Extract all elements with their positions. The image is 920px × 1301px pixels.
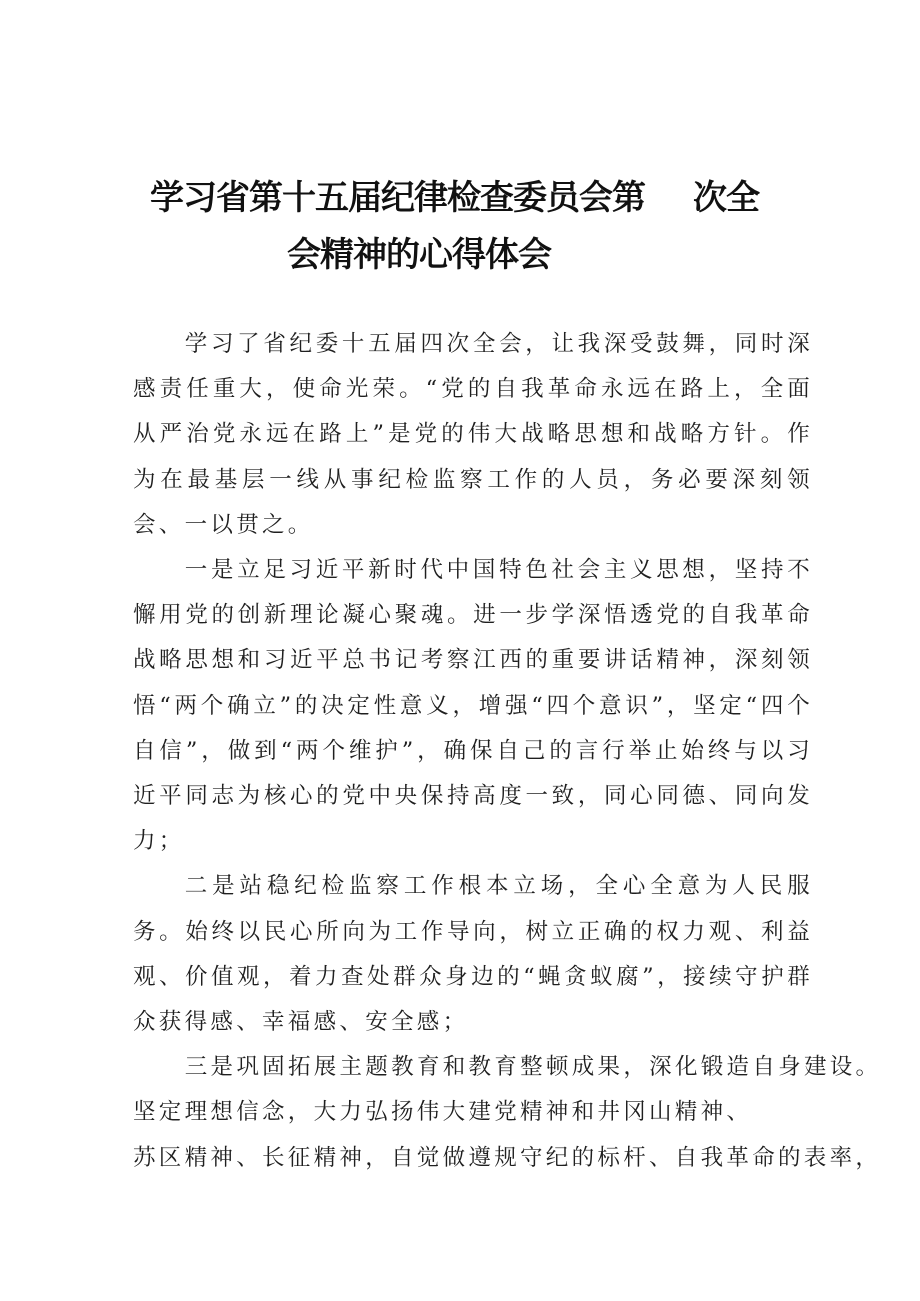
title-text-part-3: 会精神的心得体会: [287, 235, 551, 275]
paragraph-point-3-line-3: 苏区精神、长征精神，自觉做遵规守纪的标杆、自我革命的表率，: [133, 1144, 882, 1171]
document-body: [133, 322, 882, 1181]
title-text-part-2: 次全: [693, 178, 759, 218]
title-text-part-1: 学习省第十五届纪律检查委员会第: [150, 178, 645, 218]
paragraph-point-3-line-2: 坚定理想信念，大力弘扬伟大建党精神和井冈山精神、: [133, 1099, 753, 1126]
paragraph-point-3: [133, 1045, 882, 1181]
paragraph-point-3-line-1: 三是巩固拓展主题教育和教育整顿成果，深化锻造自身建设。: [184, 1054, 882, 1081]
paragraph-intro: 学习了省纪委十五届四次全会，让我深受鼓舞，同时深感责任重大，使命光荣。“党的自我革命永远在路上，全面从严治党永远在路上”是党的伟大战略思想和战略方针。作为在最基层一线从事纪检监察工作的人员，务必要深刻领会、一以贯之。: [133, 331, 813, 538]
paragraph-point-1: 一是立足习近平新时代中国特色社会主义思想，坚持不懈用党的创新理论凝心聚魂。进一步学深悟透党的自我革命战略思想和习近平总书记考察江西的重要讲话精神，深刻领悟“两个确立”的决定性意义，增强“四个意识”，坚定“四个自信”，做到“两个维护”，确保自己的言行举止始终与以习近平同志为核心的党中央保持高度一致，同心同德、同向发力；: [133, 557, 813, 855]
paragraph-point-2: 二是站稳纪检监察工作根本立场，全心全意为人民服务。始终以民心所向为工作导向，树立正确的权力观、利益观、价值观，着力查处群众身边的“蝇贪蚁腐”，接续守护群众获得感、幸福感、安全感；: [133, 873, 813, 1036]
